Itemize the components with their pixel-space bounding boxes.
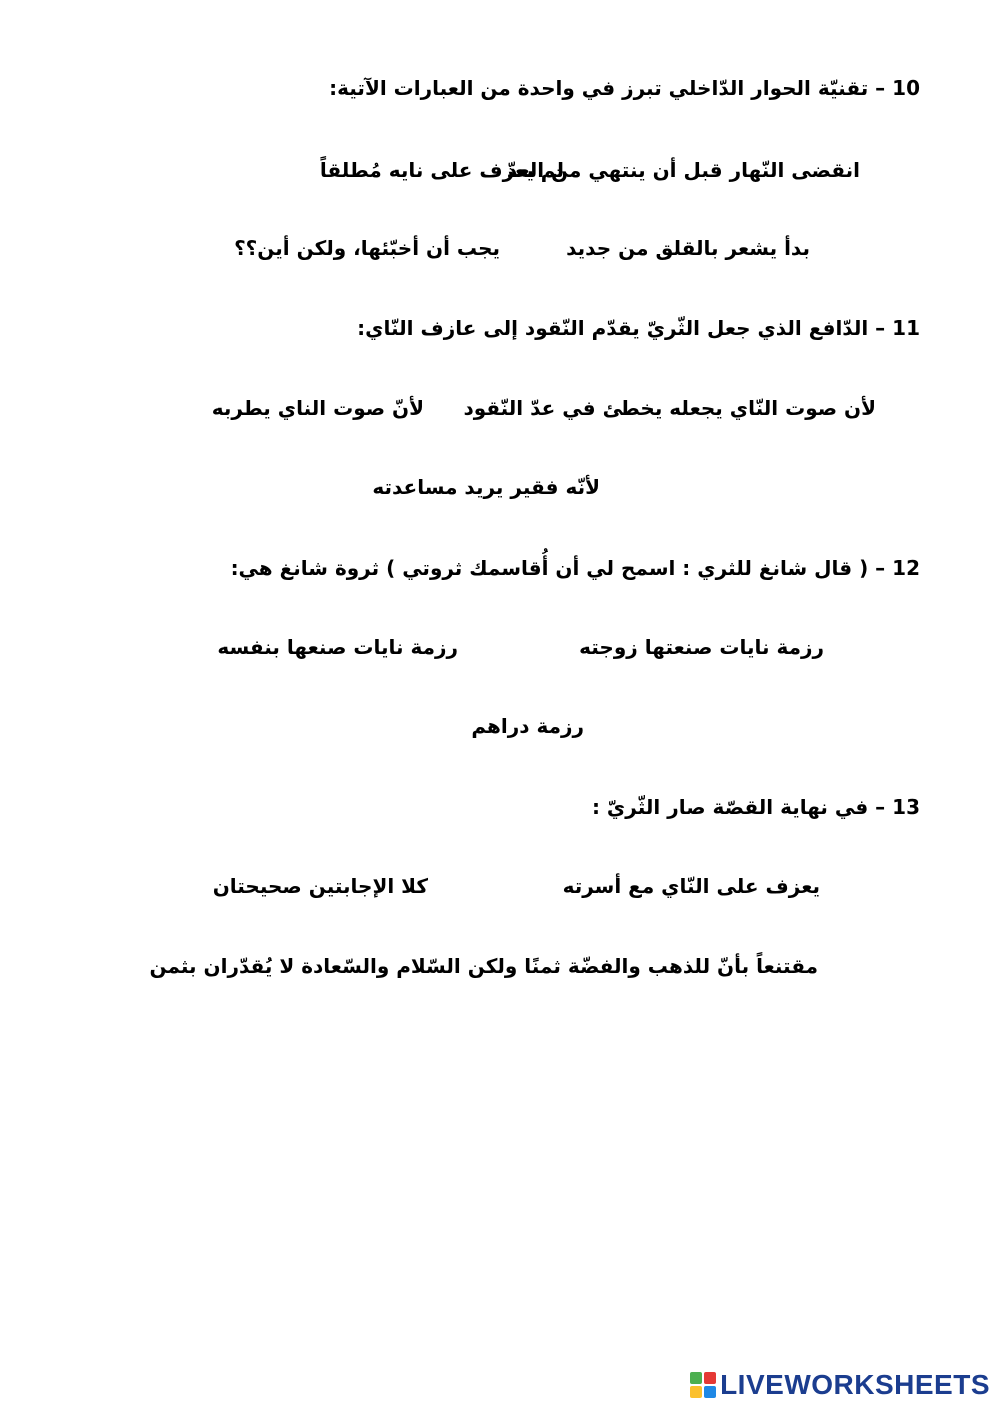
option-11-b[interactable]: لأنّ صوت الناي يطربه [211,396,424,420]
option-11-c[interactable]: لأنّه فقير يريد مساعدته [372,475,600,499]
logo-square-green [690,1372,702,1384]
option-11-a[interactable]: لأن صوت النّاي يجعله يخطئ في عدّ النّقود [463,396,876,420]
option-13-b[interactable]: كلا الإجابتين صحيحتان [212,874,428,898]
liveworksheets-logo[interactable] [690,1369,990,1401]
logo-square-red [704,1372,716,1384]
option-10-d[interactable]: يجب أن أخبّئها، ولكن أين؟؟ [234,236,500,260]
option-12-a[interactable]: رزمة نايات صنعتها زوجته [579,635,824,659]
option-13-a[interactable]: يعزف على النّاي مع أسرته [562,874,820,898]
option-10-a[interactable]: انقضى النّهار قبل أن ينتهي من العدّ [506,158,860,182]
logo-text: LIVEWORKSHEETS [720,1369,990,1400]
question-13: 13 – في نهاية القصّة صار الثّريّ : [591,795,920,819]
option-12-c[interactable]: رزمة دراهم [471,714,584,738]
question-12: 12 – ( قال شانغ للثري : اسمح لي أن أُقاسمك ثروتي ) ثروة شانغ هي: [230,556,920,580]
logo-square-blue [704,1386,716,1398]
question-11: 11 – الدّافع الذي جعل الثّريّ يقدّم النّقود إلى عازف النّاي: [357,316,920,340]
question-10: 10 – تقنيّة الحوار الدّاخلي تبرز في واحدة من العبارات الآتية: [329,76,920,100]
option-12-b[interactable]: رزمة نايات صنعها بنفسه [217,635,458,659]
logo-mark-icon [690,1372,716,1398]
option-13-c[interactable]: مقتنعاً بأنّ للذهب والفضّة ثمنًا ولكن السّلام والسّعادة لا يُقدّران بثمن [149,954,818,978]
option-10-b[interactable]: لم يعزف على نايه مُطلقاً [319,158,564,182]
logo-square-yellow [690,1386,702,1398]
option-10-c[interactable]: بدأ يشعر بالقلق من جديد [566,236,810,260]
